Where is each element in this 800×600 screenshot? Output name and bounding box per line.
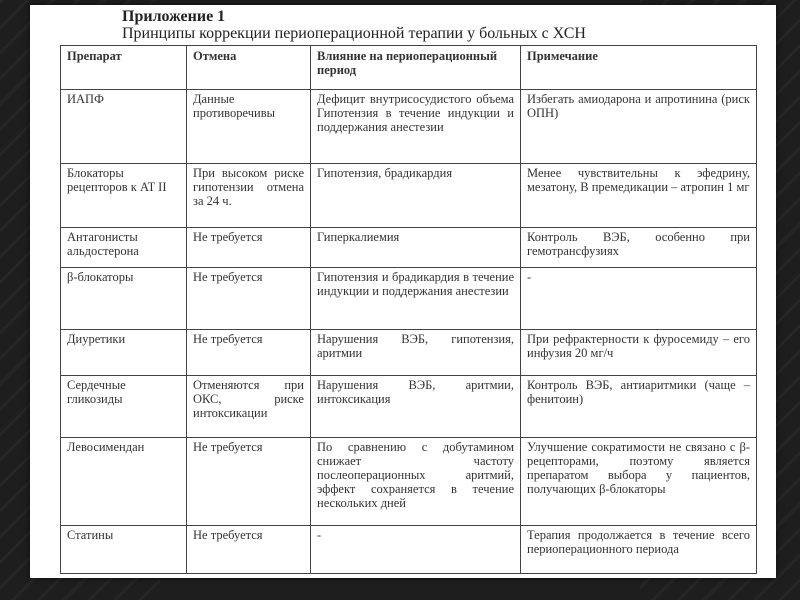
- document-title: Принципы коррекции периоперационной терапии у больных с ХСН: [122, 25, 586, 42]
- table-row: [61, 228, 757, 268]
- cell-drug: Диуретики: [61, 330, 187, 376]
- cell-note: При рефрактерности к фуросемиду – его инфузия 20 мг/ч: [521, 330, 757, 376]
- cell-effect: По сравнению с добутамином снижает частоту послеоперационных аритмий, эффект сохраняется в течение нескольких дней: [311, 438, 521, 526]
- cell-withdrawal: Не требуется: [187, 438, 311, 526]
- cell-note: Менее чувствительны к эфедрину, мезатону, В премедикации – атропин 1 мг: [521, 164, 757, 228]
- cell-withdrawal: Не требуется: [187, 268, 311, 330]
- cell-withdrawal: Данные противоречивы: [187, 90, 311, 164]
- table-row: [61, 268, 757, 330]
- header-withdrawal: Отмена: [187, 46, 311, 90]
- therapy-table: [60, 45, 757, 574]
- table-row: [61, 90, 757, 164]
- header-effect: Влияние на периоперационный период: [311, 46, 521, 90]
- cell-note: -: [521, 268, 757, 330]
- appendix-label: Приложение 1: [122, 8, 226, 25]
- document-header: [122, 9, 586, 43]
- cell-effect: Гипотензия и брадикардия в течение индукции и поддержания анестезии: [311, 268, 521, 330]
- cell-effect: Гипотензия, брадикардия: [311, 164, 521, 228]
- cell-effect: Нарушения ВЭБ, аритмии, интоксикация: [311, 376, 521, 438]
- table-row: [61, 164, 757, 228]
- cell-withdrawal: При высоком риске гипотензии отмена за 24 ч.: [187, 164, 311, 228]
- cell-drug: ИАПФ: [61, 90, 187, 164]
- cell-drug: β-блокаторы: [61, 268, 187, 330]
- cell-effect: -: [311, 526, 521, 574]
- cell-note: Улучшение сократимости не связано с β-рецепторами, поэтому является препаратом выбора у пациентов, получающих β-блокаторы: [521, 438, 757, 526]
- table-row: [61, 376, 757, 438]
- cell-drug: Сердечные гликозиды: [61, 376, 187, 438]
- cell-effect: Гиперкалиемия: [311, 228, 521, 268]
- table-header-row: [61, 46, 757, 90]
- cell-drug: Антагонисты альдостерона: [61, 228, 187, 268]
- cell-withdrawal: Не требуется: [187, 526, 311, 574]
- table-row: [61, 330, 757, 376]
- cell-withdrawal: Не требуется: [187, 228, 311, 268]
- cell-effect: Нарушения ВЭБ, гипотензия, аритмии: [311, 330, 521, 376]
- cell-withdrawal: Отменяются при ОКС, риске интоксикации: [187, 376, 311, 438]
- cell-drug: Статины: [61, 526, 187, 574]
- cell-drug: Блокаторы рецепторов к AT II: [61, 164, 187, 228]
- document-page: [30, 5, 776, 578]
- cell-note: Контроль ВЭБ, особенно при гемотрансфузиях: [521, 228, 757, 268]
- cell-note: Терапия продолжается в течение всего периоперационного периода: [521, 526, 757, 574]
- cell-withdrawal: Не требуется: [187, 330, 311, 376]
- header-drug: Препарат: [61, 46, 187, 90]
- header-note: Примечание: [521, 46, 757, 90]
- cell-note: Контроль ВЭБ, антиаритмики (чаще – фенитоин): [521, 376, 757, 438]
- cell-note: Избегать амиодарона и апротинина (риск ОПН): [521, 90, 757, 164]
- table-row: [61, 526, 757, 574]
- cell-drug: Левосимендан: [61, 438, 187, 526]
- cell-effect: Дефицит внутрисосудистого объема Гипотензия в течение индукции и поддержания анестезии: [311, 90, 521, 164]
- table-row: [61, 438, 757, 526]
